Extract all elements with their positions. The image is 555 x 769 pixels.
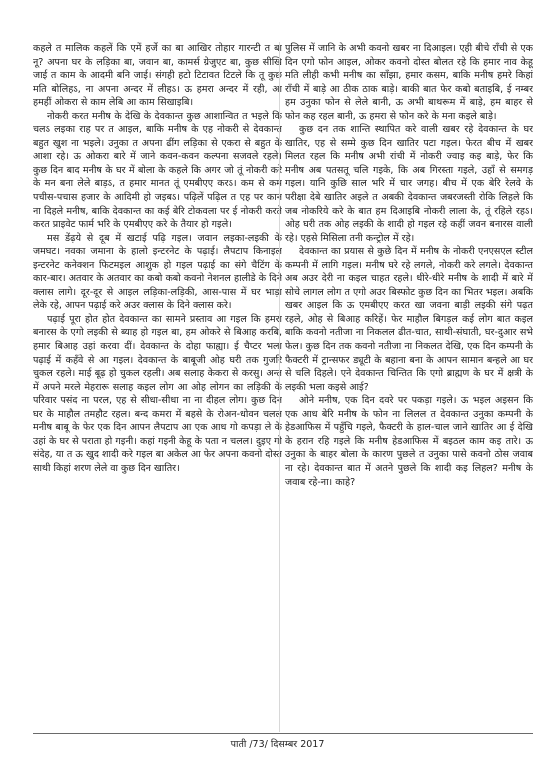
paragraph: नोकरी करत मनीष के देखि के देवकान्त कुछ आशान्वित त भइले कि चलऽ लइका राह पर त आइल, बाकि मनीष के एह नोकरी से देवकान्त बहुत खुश ना भइले। उनुका त अपना ढींग लड़िका से एकरा से बहुत के आशा रहे। ऊ ओकरा बारे में जाने कवन-कवन कल्पना सजवले रहले। कुछ दिन बाद मनीष के घर में बोला के कहले कि अगर जो तूं नोकरी करे के मन बना लेले बाड़ऽ, त हमार मानत तूं एमबीएए करऽ। कम से कम पचीस-पचास हजार के आदिमी हो जइबऽ। पढ़िलें पढ़िल त एह पर कान ना दिहले मनीष, बाकि देवकान्त का कई बेरि टोकवला पर ई नोकरी करते करत प्राइवेट फार्म भरि के एमबीएए करे के तैयार हो गइले।	[33, 110, 282, 231]
paragraph: पुलिस में जानि के अभी कवनो खबर ना दिआइल। एही बीचे राँची से एक दिन एगो फोन आइल, ओकर कवनो दोस्त बोलत रहे कि हमार नाव केहू मति लीही कभी मनीष का साँझा, हमार कसम, बाकि मनीष हमरे किहां राँची में बाड़े आ ठीक ठाक बाड़े। बाकी बात फेर कबो बताइबि, ई नम्बर हम उनुका फोन से लेले बानी, ऊ अभी बाथरूम में बाड़े, हम बाहर से फोन कह रहल बानी, ऊ हमरा से फोन करे के मना कइले बाड़े।	[285, 43, 533, 122]
column-divider	[279, 42, 280, 732]
right-text-column	[285, 42, 533, 730]
footer-rule	[33, 733, 533, 734]
paragraph: मस डेंढ़ये से दूब में खटाई पढ़ि गइल। जवान लइका-लइकी के जमघट। नवका जमाना के हालो इन्टरनेट के पढ़ाई। लैपटाप किनाइल इन्टरनेट कनेक्शन फिटमइल आशुक हो गइल पढ़ाई का संगे चैटिंग के कार-बार। अतवार के अतवार का कबो कबो कवनो नेशनल हालीडे के दिने क्लास लागे। दूर-दूर से आइल लड़िका-लड़िकी, आस-पास में घर भाड़ा लेके रहे, आपन पढ़ाई करे अउर क्लास के दिने क्लास करे।	[33, 232, 282, 312]
paragraph: पढ़ाई पूरा होत होत देवकान्त का सामने प्रस्ताव आ गइल कि हमरा बनारस के एगो लइकी से ब्याह हो गइल बा, हम ओकरे से बिआह करबि, हमार बिआह उहां करवा दीं। देवकान्त के दोहा फाह्या। ई चैप्टर भला पढ़ाई में कहँवे से आ गइल। देवकान्त के बाबूजी ओह घरी तक गुजरि चुकल रहले। माई बूढ़ हो चुकल रहली। अब सलाह केकरा से करसु। अन्त में अपने मरले मेहरारू सलाह कइल लोग आ ओह लोगन का लड़िकी के परिवार पसंद ना परल, एह से सीधा-सीधा ना ना दीहल लोग। कुछ दिन घर के माहौल तमहौट रहल। बन्द कमरा में बहसे के रोअन-धोवन चलल मनीष बाबू के फेर एक दिन आपन लैपटाप आ एक आध गो कपड़ा ले के उहां के घर से पराता हो गइनी। कहां गइनी केहू के पता न चलल। दुइए गो संदेह, या त ऊ खुद शादी करे गइल बा अकेल आ फेर अपना कवनो दोस्त साथी किहां शरण लेले वा कुछ दिन खातिर।	[33, 313, 282, 474]
paragraph: ओने मनीष, एक दिन दवरे पर पकड़ा गइले। ऊ भइल अइसन कि एक आध बेरि मनीष के फोन ना लिलल त देवकान्त उनुका कम्पनी के हेडआफिस में पहुँचि गइले, फैक्टरी के हाल-चाल जाने खातिर आ ई देखि के हरान रहि गइले कि मनीष हेडआफिस में बइठल काम कइ तारे। ऊ उनुका के बाहर बोला के कारण पुछले त उनुका पासे कवनो ठोस जवाब ना रहे। देवकान्त बात में अतने पुछले कि शादी कइ लिहल? मनीष के जवाब रहे-ना। काहे?	[285, 395, 533, 488]
paragraph: कुछ दन तक शान्ति स्थापित करे वाली खबर रहे देवकान्त के घर खातिर, एह से सम्मे कुछ दिन खातिर पटा गइल। फेरत बीच में खबर मिलत रहल कि मनीष अभी रांची में नोकरी ज्वाइ कइ बाड़े, फेर कि मनीष अब पतसतू चलि गइके, कि अब गिरस्ता गइले, उहाँ से समगड़ गइल। यानि कुछि साल भरि में चार जगह। बीच में एक बेरि रेलवे के परीक्षा देबे खातिर अइले त अबकी देवकान्त जबरजस्ती रोकि लिहले कि जब नोकरिये करे के बात हम दिआइबि नोकरी लाला के, तूं रहिले रहऽ। ओह घरी तक ओह लइकी के शादी हो गइल रहे कहीं जवन बनारस वाली रहे। एहसे मिसिला तनी कन्ट्रोल में रहे।	[285, 124, 533, 244]
page-footer: पाती /73/ दिसम्बर 2017	[230, 739, 325, 750]
paragraph: देवकान्त का प्रयास से कुछे दिन में मनीष के नोकरी एनएसएल स्टील कम्पनी में लागि गइल। मनीष घरे रहे लगले, नोकरी करे लगले। देवकान्त अब अउर देरी ना कइल चाहत रहले। धीरे-धीरे मनीष के शादी में बारे में सोचे लागल लोग त एगो अउर बिस्फोट कुछ दिन का भितर भइल। अबकि खबर आइल कि ऊ एमबीएए करत खा जवना बाड़ी लइकी संगे पढ़त रहले, ओह से बिआह करिहें। फेर माहौल बिगड़ल कई लोग बात कइल बाकि कवनो नतीजा ना निकलल ढीत-चात, साथी-संघाती, घर-दुआर सभे फेल। कुछ दिन तक कवनो नतीजा ना निकलत देखि, एक दिन कम्पनी के फैक्टरी में ट्रान्सफर ड्यूटी के बहाना बना के आपन सामान बन्हले आ घर से चलि दिहले। एने देवकान्त चिन्तित कि एगो ब्राह्मण के घर में क्षत्री के लइकी भला कइसे आई?	[285, 246, 533, 393]
paragraph: कहले त मालिक कहलें कि एमें हर्जे का बा आखिर तोहार गारन्टी त बा नू? अपना घर के लड़िका बा, जवान बा, कामर्स ग्रेजुएट बा, कुछ सीखि जाई त काम के आदमी बनि जाई। संगही हटो टिटावत टिटले कि तू कुछ मति बोलिहऽ, ना अपना अन्दर में लीहऽ। ऊ हमरा अन्दर में रही, आ हमहीं ओकरा से काम लेबि आ काम सिखाइबि।	[33, 43, 282, 109]
left-text-column	[33, 42, 282, 730]
